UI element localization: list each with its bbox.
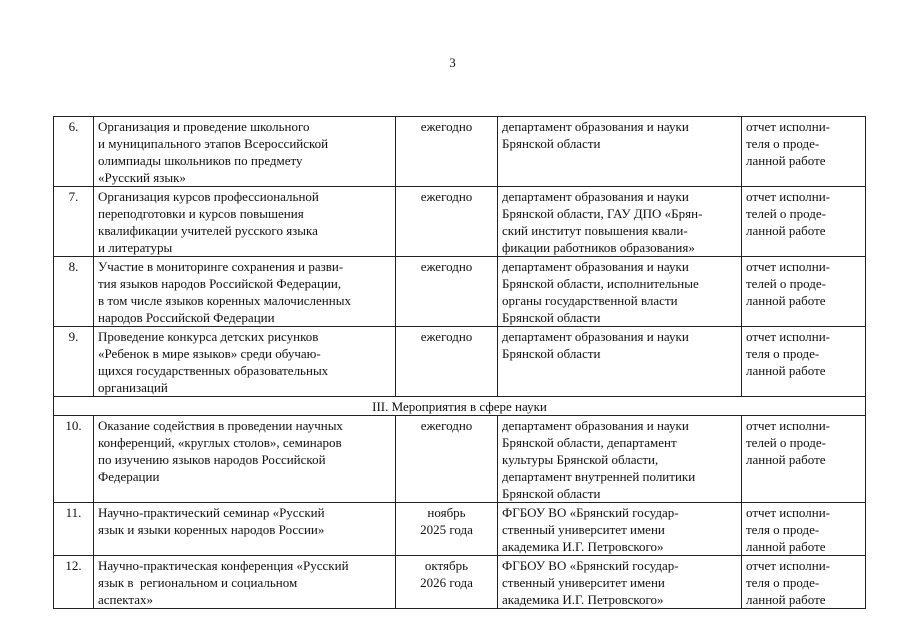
events-plan-table xyxy=(53,116,866,609)
event-term: ежегодно xyxy=(396,257,498,327)
event-report: отчет исполни- телей о проде- ланной работе xyxy=(742,187,866,257)
event-responsible: департамент образования и науки Брянской области xyxy=(498,117,742,187)
event-report: отчет исполни- теля о проде- ланной работе xyxy=(742,117,866,187)
section-title: III. Мероприятия в сфере науки xyxy=(54,397,866,416)
row-number: 9. xyxy=(54,327,94,397)
event-title: Научно-практический семинар «Русский язык и языки коренных народов России» xyxy=(94,503,396,556)
table-row xyxy=(54,187,866,257)
event-responsible: ФГБОУ ВО «Брянский государ- ственный университет имени академика И.Г. Петровского» xyxy=(498,503,742,556)
row-number: 8. xyxy=(54,257,94,327)
table-row xyxy=(54,503,866,556)
row-number: 6. xyxy=(54,117,94,187)
event-responsible: департамент образования и науки Брянской области, ГАУ ДПО «Брян- ский институт повышения квали- фикации работников образования» xyxy=(498,187,742,257)
event-report: отчет исполни- телей о проде- ланной работе xyxy=(742,416,866,503)
row-number: 10. xyxy=(54,416,94,503)
event-term: ежегодно xyxy=(396,117,498,187)
event-title: Участие в мониторинге сохранения и разви- тия языков народов Российской Федерации, в том числе языков коренных малочисленных народов Российской Федерации xyxy=(94,257,396,327)
section-row xyxy=(54,397,866,416)
event-title: Проведение конкурса детских рисунков «Ребенок в мире языков» среди обучаю- щихся государственных образовательных организаций xyxy=(94,327,396,397)
event-term: ежегодно xyxy=(396,187,498,257)
row-number: 12. xyxy=(54,556,94,609)
row-number: 7. xyxy=(54,187,94,257)
event-report: отчет исполни- телей о проде- ланной работе xyxy=(742,257,866,327)
event-responsible: департамент образования и науки Брянской области xyxy=(498,327,742,397)
table-row xyxy=(54,257,866,327)
event-title: Оказание содействия в проведении научных конференций, «круглых столов», семинаров по изучению языков народов Российской Федерации xyxy=(94,416,396,503)
table-row xyxy=(54,327,866,397)
table-row xyxy=(54,416,866,503)
event-report: отчет исполни- теля о проде- ланной работе xyxy=(742,327,866,397)
event-term: ноябрь 2025 года xyxy=(396,503,498,556)
event-title: Научно-практическая конференция «Русский язык в региональном и социальном аспектах» xyxy=(94,556,396,609)
event-term: октябрь 2026 года xyxy=(396,556,498,609)
event-report: отчет исполни- теля о проде- ланной работе xyxy=(742,556,866,609)
table-row xyxy=(54,117,866,187)
event-title: Организация курсов профессиональной переподготовки и курсов повышения квалификации учителей русского языка и литературы xyxy=(94,187,396,257)
event-title: Организация и проведение школьного и муниципального этапов Всероссийской олимпиады школьников по предмету «Русский язык» xyxy=(94,117,396,187)
event-responsible: департамент образования и науки Брянской области, департамент культуры Брянской области, департамент внутренней политики Брянской области xyxy=(498,416,742,503)
event-responsible: департамент образования и науки Брянской области, исполнительные органы государственной власти Брянской области xyxy=(498,257,742,327)
event-report: отчет исполни- теля о проде- ланной работе xyxy=(742,503,866,556)
row-number: 11. xyxy=(54,503,94,556)
event-responsible: ФГБОУ ВО «Брянский государ- ственный университет имени академика И.Г. Петровского» xyxy=(498,556,742,609)
event-term: ежегодно xyxy=(396,416,498,503)
page-number: 3 xyxy=(449,55,456,70)
event-term: ежегодно xyxy=(396,327,498,397)
table-row xyxy=(54,556,866,609)
